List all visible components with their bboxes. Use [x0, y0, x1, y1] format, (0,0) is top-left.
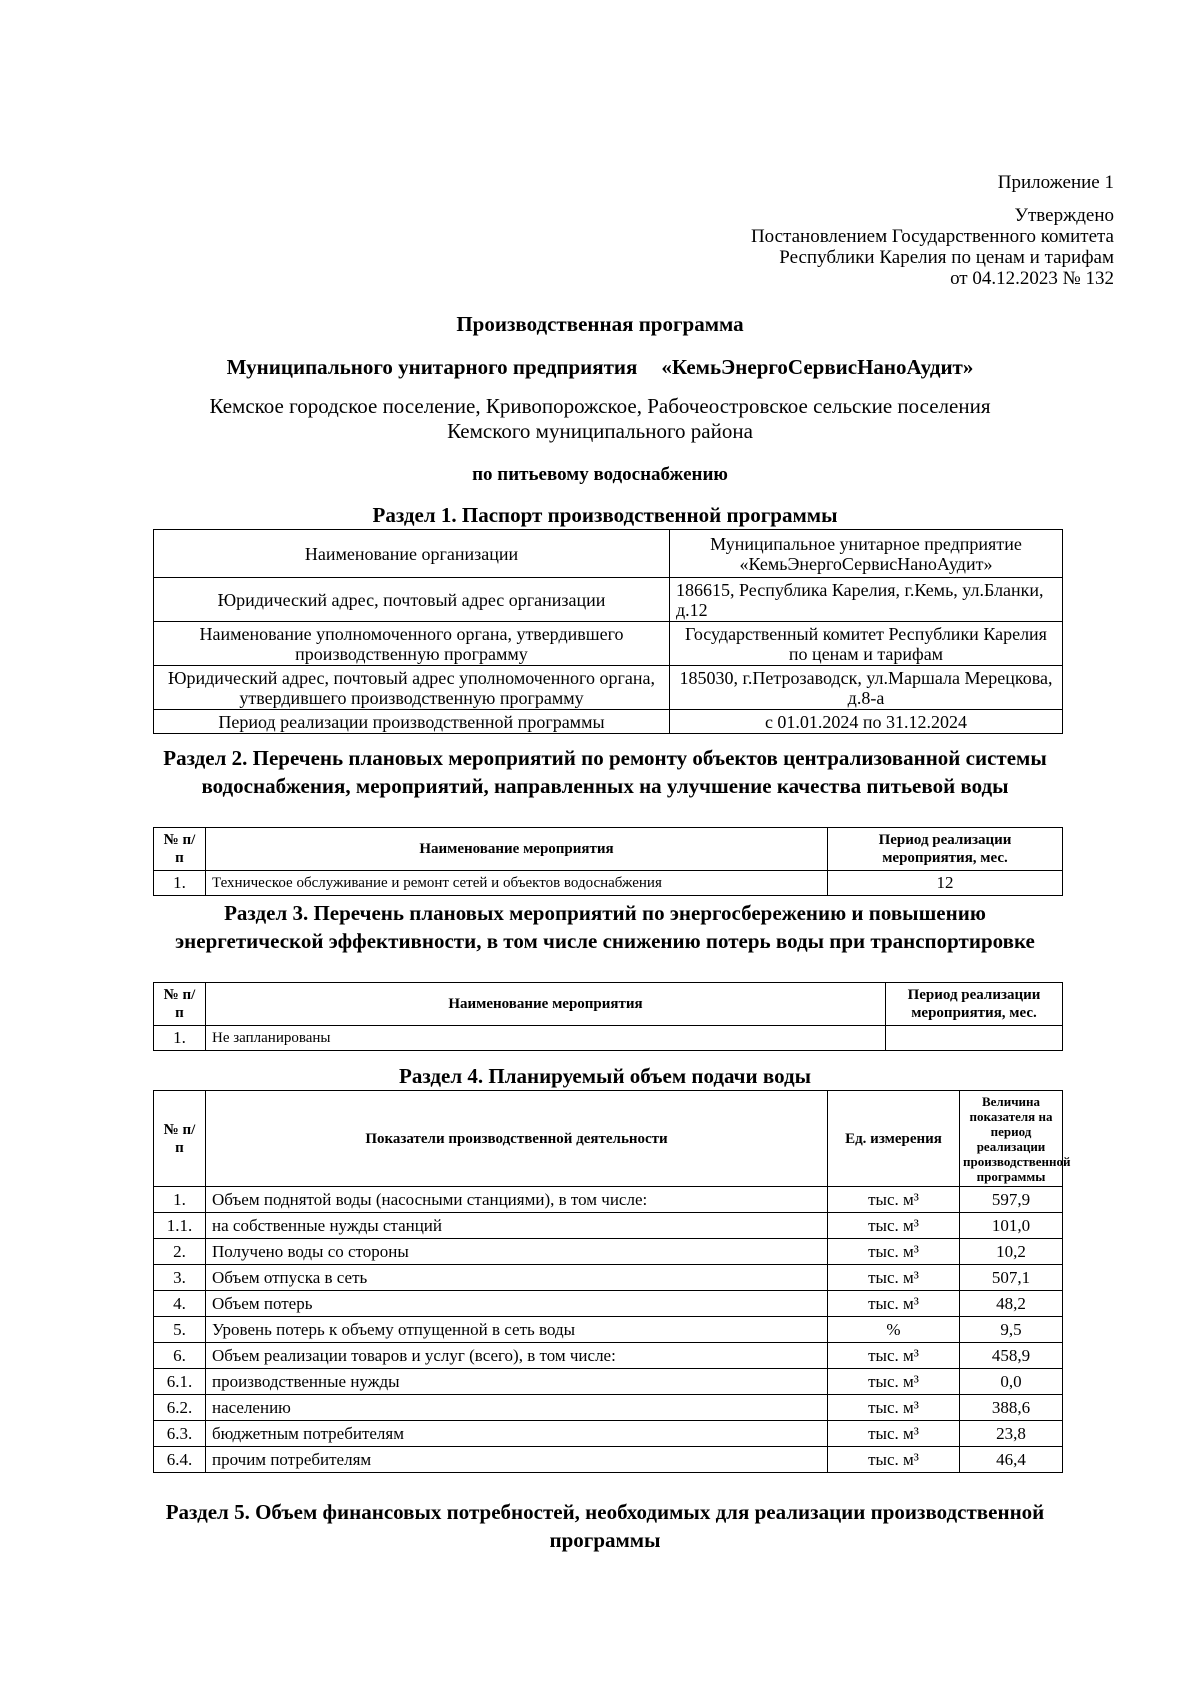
row-value: 597,9	[960, 1187, 1063, 1213]
row-num: 1.	[154, 871, 206, 896]
passport-value: Государственный комитет Республики Карелия по ценам и тарифам	[670, 622, 1063, 666]
passport-label: Наименование организации	[154, 530, 670, 578]
row-unit: тыс. м³	[828, 1395, 960, 1421]
row-indicator: Объем отпуска в сеть	[206, 1265, 828, 1291]
row-period: 12	[828, 871, 1063, 896]
table-row	[154, 710, 1063, 734]
table-row	[154, 666, 1063, 710]
table-row	[154, 1213, 1063, 1239]
row-unit: тыс. м³	[828, 1291, 960, 1317]
table-row	[154, 1317, 1063, 1343]
row-value: 23,8	[960, 1421, 1063, 1447]
row-unit: тыс. м³	[828, 1421, 960, 1447]
row-value: 9,5	[960, 1317, 1063, 1343]
row-name: Не запланированы	[206, 1026, 886, 1051]
column-header-indicator: Показатели производственной деятельности	[206, 1091, 828, 1187]
row-num: 6.2.	[154, 1395, 206, 1421]
table-header-row	[154, 828, 1063, 871]
water-supply-table	[153, 1090, 1071, 1473]
column-header-name: Наименование мероприятия	[206, 983, 886, 1026]
row-value: 46,4	[960, 1447, 1063, 1473]
row-value: 388,6	[960, 1395, 1063, 1421]
section-1-title: Раздел 1. Паспорт производственной программы	[372, 503, 838, 527]
row-value: 101,0	[960, 1213, 1063, 1239]
table-row	[154, 1291, 1063, 1317]
row-num: 4.	[154, 1291, 206, 1317]
table-row	[154, 622, 1063, 666]
row-indicator: Объем поднятой воды (насосными станциями), в том числе:	[206, 1187, 828, 1213]
row-indicator: на собственные нужды станций	[206, 1213, 828, 1239]
approved-label: Утверждено	[1014, 205, 1114, 226]
row-indicator: Получено воды со стороны	[206, 1239, 828, 1265]
row-value: 0,0	[960, 1369, 1063, 1395]
program-scope: по питьевому водоснабжению	[472, 464, 728, 485]
table-row	[154, 1447, 1063, 1473]
table-row	[154, 871, 1063, 896]
row-num: 3.	[154, 1265, 206, 1291]
row-unit: тыс. м³	[828, 1343, 960, 1369]
appendix-label: Приложение 1	[997, 172, 1114, 193]
passport-value: Муниципальное унитарное предприятие «КемьЭнергоСервисНаноАудит»	[670, 530, 1063, 578]
column-header-name: Наименование мероприятия	[206, 828, 828, 871]
passport-label: Наименование уполномоченного органа, утвердившего производственную программу	[154, 622, 670, 666]
row-unit: тыс. м³	[828, 1369, 960, 1395]
row-period	[886, 1026, 1063, 1051]
passport-label: Период реализации производственной программы	[154, 710, 670, 734]
energy-activities-table	[153, 982, 1063, 1051]
row-num: 6.1.	[154, 1369, 206, 1395]
passport-label: Юридический адрес, почтовый адрес уполномоченного органа, утвердившего производственную программу	[154, 666, 670, 710]
area-description	[0, 394, 1200, 444]
row-unit: тыс. м³	[828, 1239, 960, 1265]
organization-prefix: Муниципального унитарного предприятия	[226, 355, 638, 379]
table-header-row	[154, 983, 1063, 1026]
row-indicator: прочим потребителям	[206, 1447, 828, 1473]
row-name: Техническое обслуживание и ремонт сетей и объектов водоснабжения	[206, 871, 828, 896]
resolution-label: Постановлением Государственного комитета	[750, 226, 1114, 247]
table-row	[154, 1239, 1063, 1265]
table-row	[154, 1343, 1063, 1369]
row-indicator: Объем потерь	[206, 1291, 828, 1317]
row-unit: тыс. м³	[828, 1213, 960, 1239]
table-row	[154, 1395, 1063, 1421]
column-header-period: Период реализации мероприятия, мес.	[828, 828, 1063, 871]
table-row	[154, 1265, 1063, 1291]
row-value: 48,2	[960, 1291, 1063, 1317]
resolution-date: от 04.12.2023 № 132	[950, 268, 1114, 289]
row-value: 507,1	[960, 1265, 1063, 1291]
row-indicator: Уровень потерь к объему отпущенной в сеть воды	[206, 1317, 828, 1343]
section-4-title: Раздел 4. Планируемый объем подачи воды	[399, 1064, 811, 1088]
passport-value: 186615, Республика Карелия, г.Кемь, ул.Бланки, д.12	[670, 578, 1063, 622]
row-num: 2.	[154, 1239, 206, 1265]
section-5-title: Раздел 5. Объем финансовых потребностей, необходимых для реализации производственной программы	[165, 1500, 1045, 1552]
row-num: 6.4.	[154, 1447, 206, 1473]
table-row	[154, 530, 1063, 578]
row-num: 1.1.	[154, 1213, 206, 1239]
row-num: 5.	[154, 1317, 206, 1343]
row-unit: тыс. м³	[828, 1447, 960, 1473]
passport-value: 185030, г.Петрозаводск, ул.Маршала Мерецкова, д.8-а	[670, 666, 1063, 710]
row-indicator: бюджетным потребителям	[206, 1421, 828, 1447]
column-header-num: № п/п	[154, 828, 206, 871]
row-value: 458,9	[960, 1343, 1063, 1369]
column-header-period: Период реализации мероприятия, мес.	[886, 983, 1063, 1026]
row-indicator: производственные нужды	[206, 1369, 828, 1395]
organization-name: «КемьЭнергоСервисНаноАудит»	[661, 355, 974, 379]
row-indicator: населению	[206, 1395, 828, 1421]
row-unit: %	[828, 1317, 960, 1343]
row-unit: тыс. м³	[828, 1187, 960, 1213]
program-title: Производственная программа	[456, 312, 744, 336]
column-header-value: Величина показателя на период реализации производственной программы	[960, 1091, 1063, 1187]
area-line-2: Кемского муниципального района	[447, 419, 753, 443]
table-row	[154, 1421, 1063, 1447]
table-row	[154, 578, 1063, 622]
authority-label: Республики Карелия по ценам и тарифам	[779, 247, 1114, 268]
row-num: 1.	[154, 1187, 206, 1213]
row-indicator: Объем реализации товаров и услуг (всего), в том числе:	[206, 1343, 828, 1369]
table-header-row	[154, 1091, 1063, 1187]
passport-value: с 01.01.2024 по 31.12.2024	[670, 710, 1063, 734]
section-2-title: Раздел 2. Перечень плановых мероприятий по ремонту объектов централизованной системы водоснабжения, мероприятий, направленных на улучшение качества питьевой воды	[163, 746, 1047, 798]
area-line-1: Кемское городское поселение, Кривопорожское, Рабочеостровское сельские поселения	[209, 394, 991, 418]
column-header-num: № п/п	[154, 1091, 206, 1187]
row-value: 10,2	[960, 1239, 1063, 1265]
row-num: 6.	[154, 1343, 206, 1369]
table-row	[154, 1187, 1063, 1213]
column-header-unit: Ед. измерения	[828, 1091, 960, 1187]
table-row	[154, 1026, 1063, 1051]
organization-title	[0, 355, 1200, 380]
row-num: 1.	[154, 1026, 206, 1051]
repair-activities-table	[153, 827, 1063, 896]
approval-header	[751, 172, 1114, 289]
table-row	[154, 1369, 1063, 1395]
passport-label: Юридический адрес, почтовый адрес организации	[154, 578, 670, 622]
row-num: 6.3.	[154, 1421, 206, 1447]
column-header-num: № п/п	[154, 983, 206, 1026]
row-unit: тыс. м³	[828, 1265, 960, 1291]
passport-table	[153, 529, 1063, 734]
section-3-title: Раздел 3. Перечень плановых мероприятий по энергосбережению и повышению энергетической эффективности, в том числе снижению потерь воды при транспортировке	[175, 901, 1035, 953]
